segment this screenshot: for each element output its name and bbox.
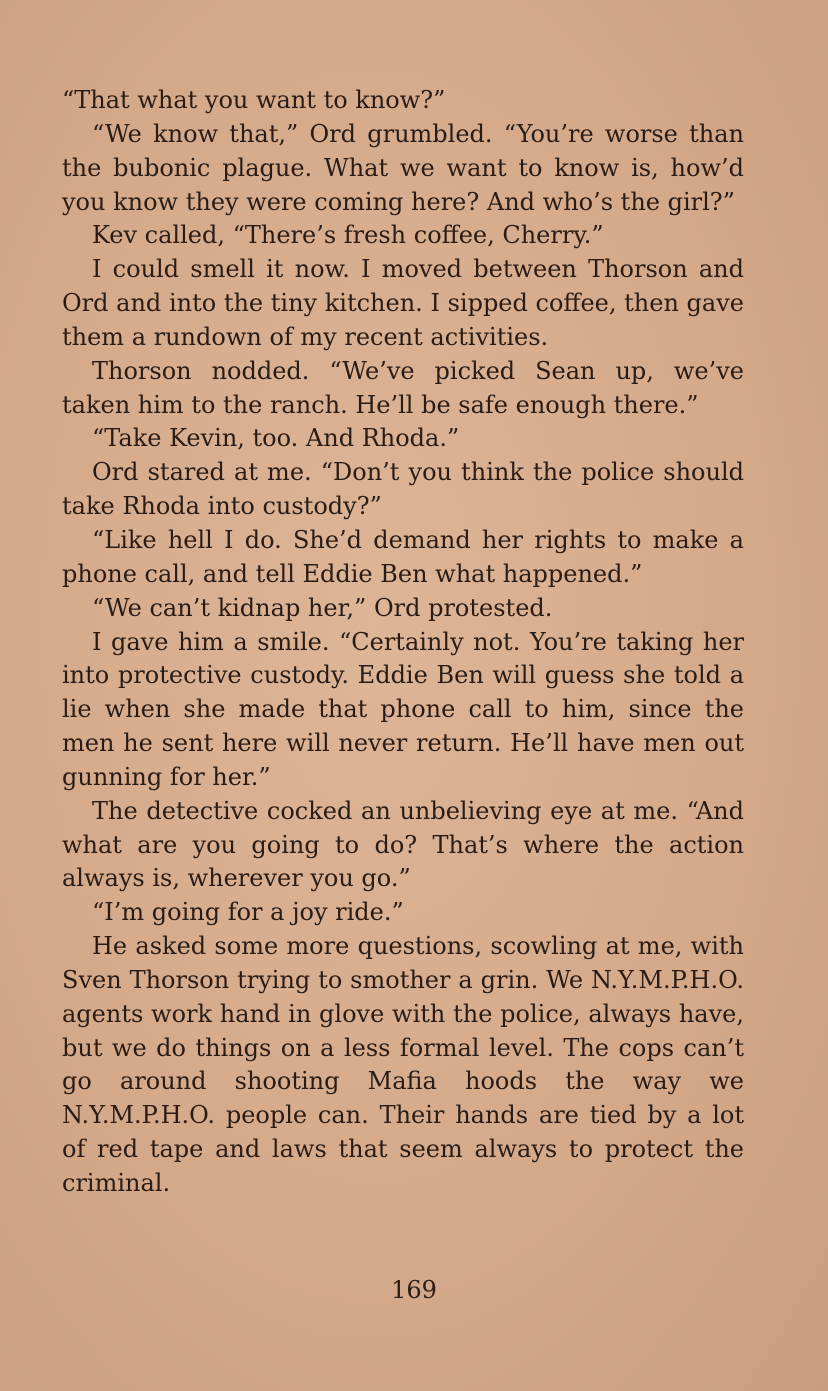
paragraph: He asked some more questions, scowling at me, with Sven Thorson trying to smother a grin. We N.Y.M.P.H.O. agents work hand in glove with the police, always have, but we do things on a less formal level. The cops can’t go around shooting Mafia hoods the way we N.Y.M.P.H.O. people can. Their hands are tied by a lot of red tape and laws that seem always to protect the criminal. (62, 932, 744, 1197)
paragraph: “Take Kevin, too. And Rhoda.” (92, 424, 460, 453)
page-number: 169 (391, 1276, 437, 1304)
paragraph: Kev called, “There’s fresh coffee, Cherry.” (92, 221, 604, 250)
paragraph: “That what you want to know?” (62, 86, 446, 114)
paragraph: “We can’t kidnap her,” Ord protested. (92, 593, 553, 622)
paragraph: I gave him a smile. “Certainly not. You’re taking her into protective custody. Eddie Ben will guess she told a lie when she made that phone call to him, since the men he sent here will never return. He’ll have men out gunning for her.” (62, 627, 744, 791)
body-text (62, 84, 744, 1201)
paragraph: “We know that,” Ord grumbled. “You’re worse than the bubonic plague. What we want to know is, how’d you know they were coming here? And who’s the girl?” (62, 119, 744, 216)
paragraph: Ord stared at me. “Don’t you think the police should take Rhoda into custody?” (62, 458, 744, 521)
paragraph: I could smell it now. I moved between Thorson and Ord and into the tiny kitchen. I sipped coffee, then gave them a rundown of my recent activities. (62, 255, 744, 351)
paragraph: Thorson nodded. “We’ve picked Sean up, we’ve taken him to the ranch. He’ll be safe enough there.” (62, 356, 744, 419)
paragraph: The detective cocked an unbelieving eye at me. “And what are you going to do? That’s where the action always is, wherever you go.” (62, 796, 744, 893)
paragraph: “I’m going for a joy ride.” (92, 898, 404, 927)
paragraph: “Like hell I do. She’d demand her rights to make a phone call, and tell Eddie Ben what happened.” (62, 525, 744, 588)
